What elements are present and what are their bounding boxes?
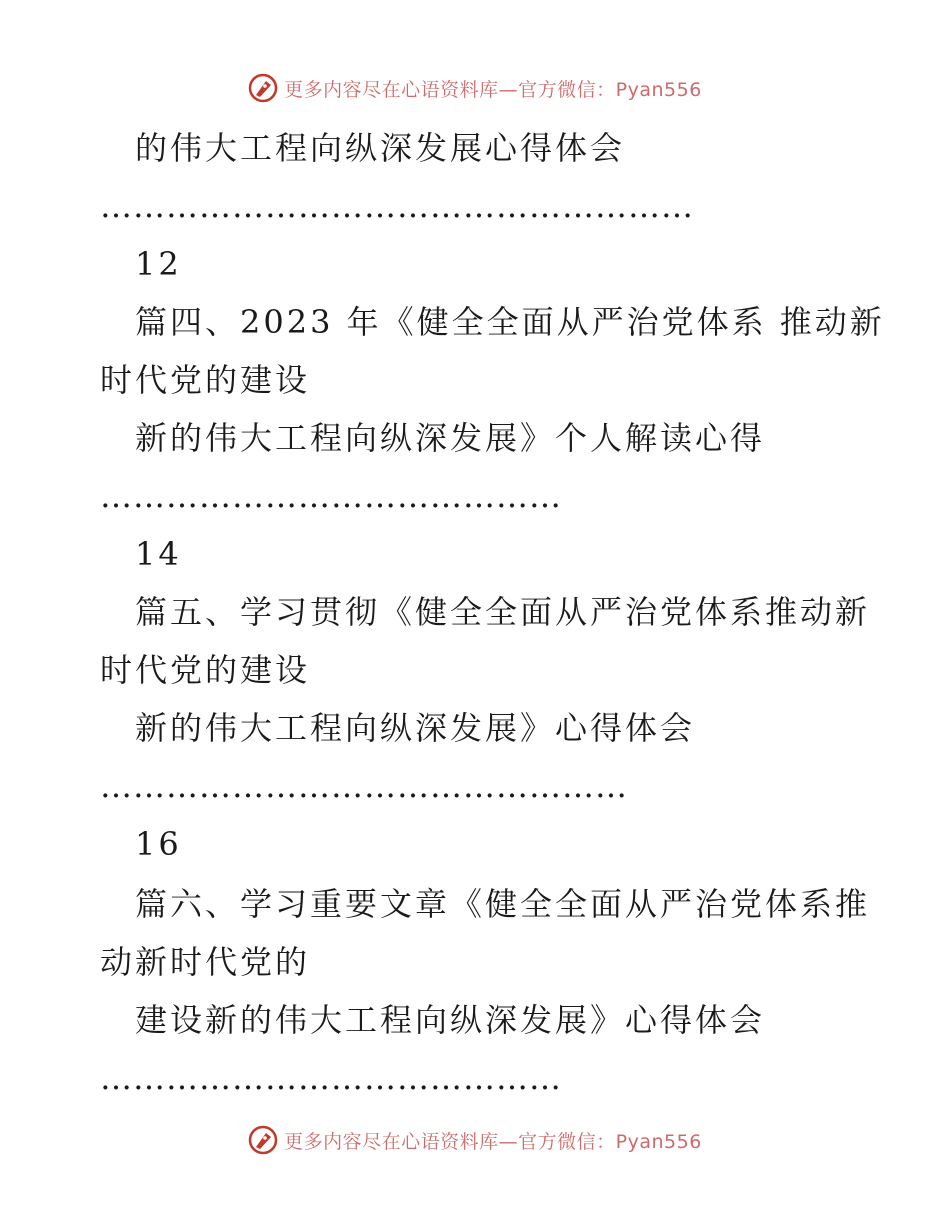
- toc-line: 的伟大工程向纵深发展心得体会: [135, 129, 626, 167]
- header-watermark: [0, 68, 950, 108]
- toc-leader-dots: ……………………………………: [100, 477, 562, 515]
- toc-entry-title-cont: 新的伟大工程向纵深发展》个人解读心得: [135, 419, 766, 457]
- toc-page-number: 14: [135, 535, 182, 573]
- toc-entry-title-cont: 时代党的建设: [100, 651, 311, 689]
- pen-nib-logo-icon: [248, 1125, 278, 1155]
- toc-page-number: 16: [135, 825, 182, 863]
- toc-entry-title: 篇六、学习重要文章《健全全面从严治党体系推: [135, 885, 871, 923]
- toc-leader-dots: ……………………………………: [100, 1059, 562, 1097]
- toc-entry-title-cont: 时代党的建设: [100, 361, 311, 399]
- watermark-text: 更多内容尽在心语资料库—官方微信：Pyan556: [284, 1130, 702, 1153]
- toc-leader-dots: …………………………………………: [100, 767, 628, 805]
- toc-entry-title-cont: 动新时代党的: [100, 943, 311, 981]
- toc-leader-dots: ………………………………………………: [100, 187, 694, 225]
- toc-entry-title: 篇四、2023 年《健全全面从严治党体系 推动新: [135, 303, 885, 341]
- toc-page-number: 12: [135, 245, 182, 283]
- footer-watermark: [0, 1120, 950, 1160]
- pen-nib-logo-icon: [248, 73, 278, 103]
- toc-entry-title-cont: 新的伟大工程向纵深发展》心得体会: [135, 709, 696, 747]
- toc-entry-title-cont: 建设新的伟大工程向纵深发展》心得体会: [135, 1001, 766, 1039]
- watermark-text: 更多内容尽在心语资料库—官方微信：Pyan556: [284, 78, 702, 101]
- toc-entry-title: 篇五、学习贯彻《健全全面从严治党体系推动新: [135, 593, 871, 631]
